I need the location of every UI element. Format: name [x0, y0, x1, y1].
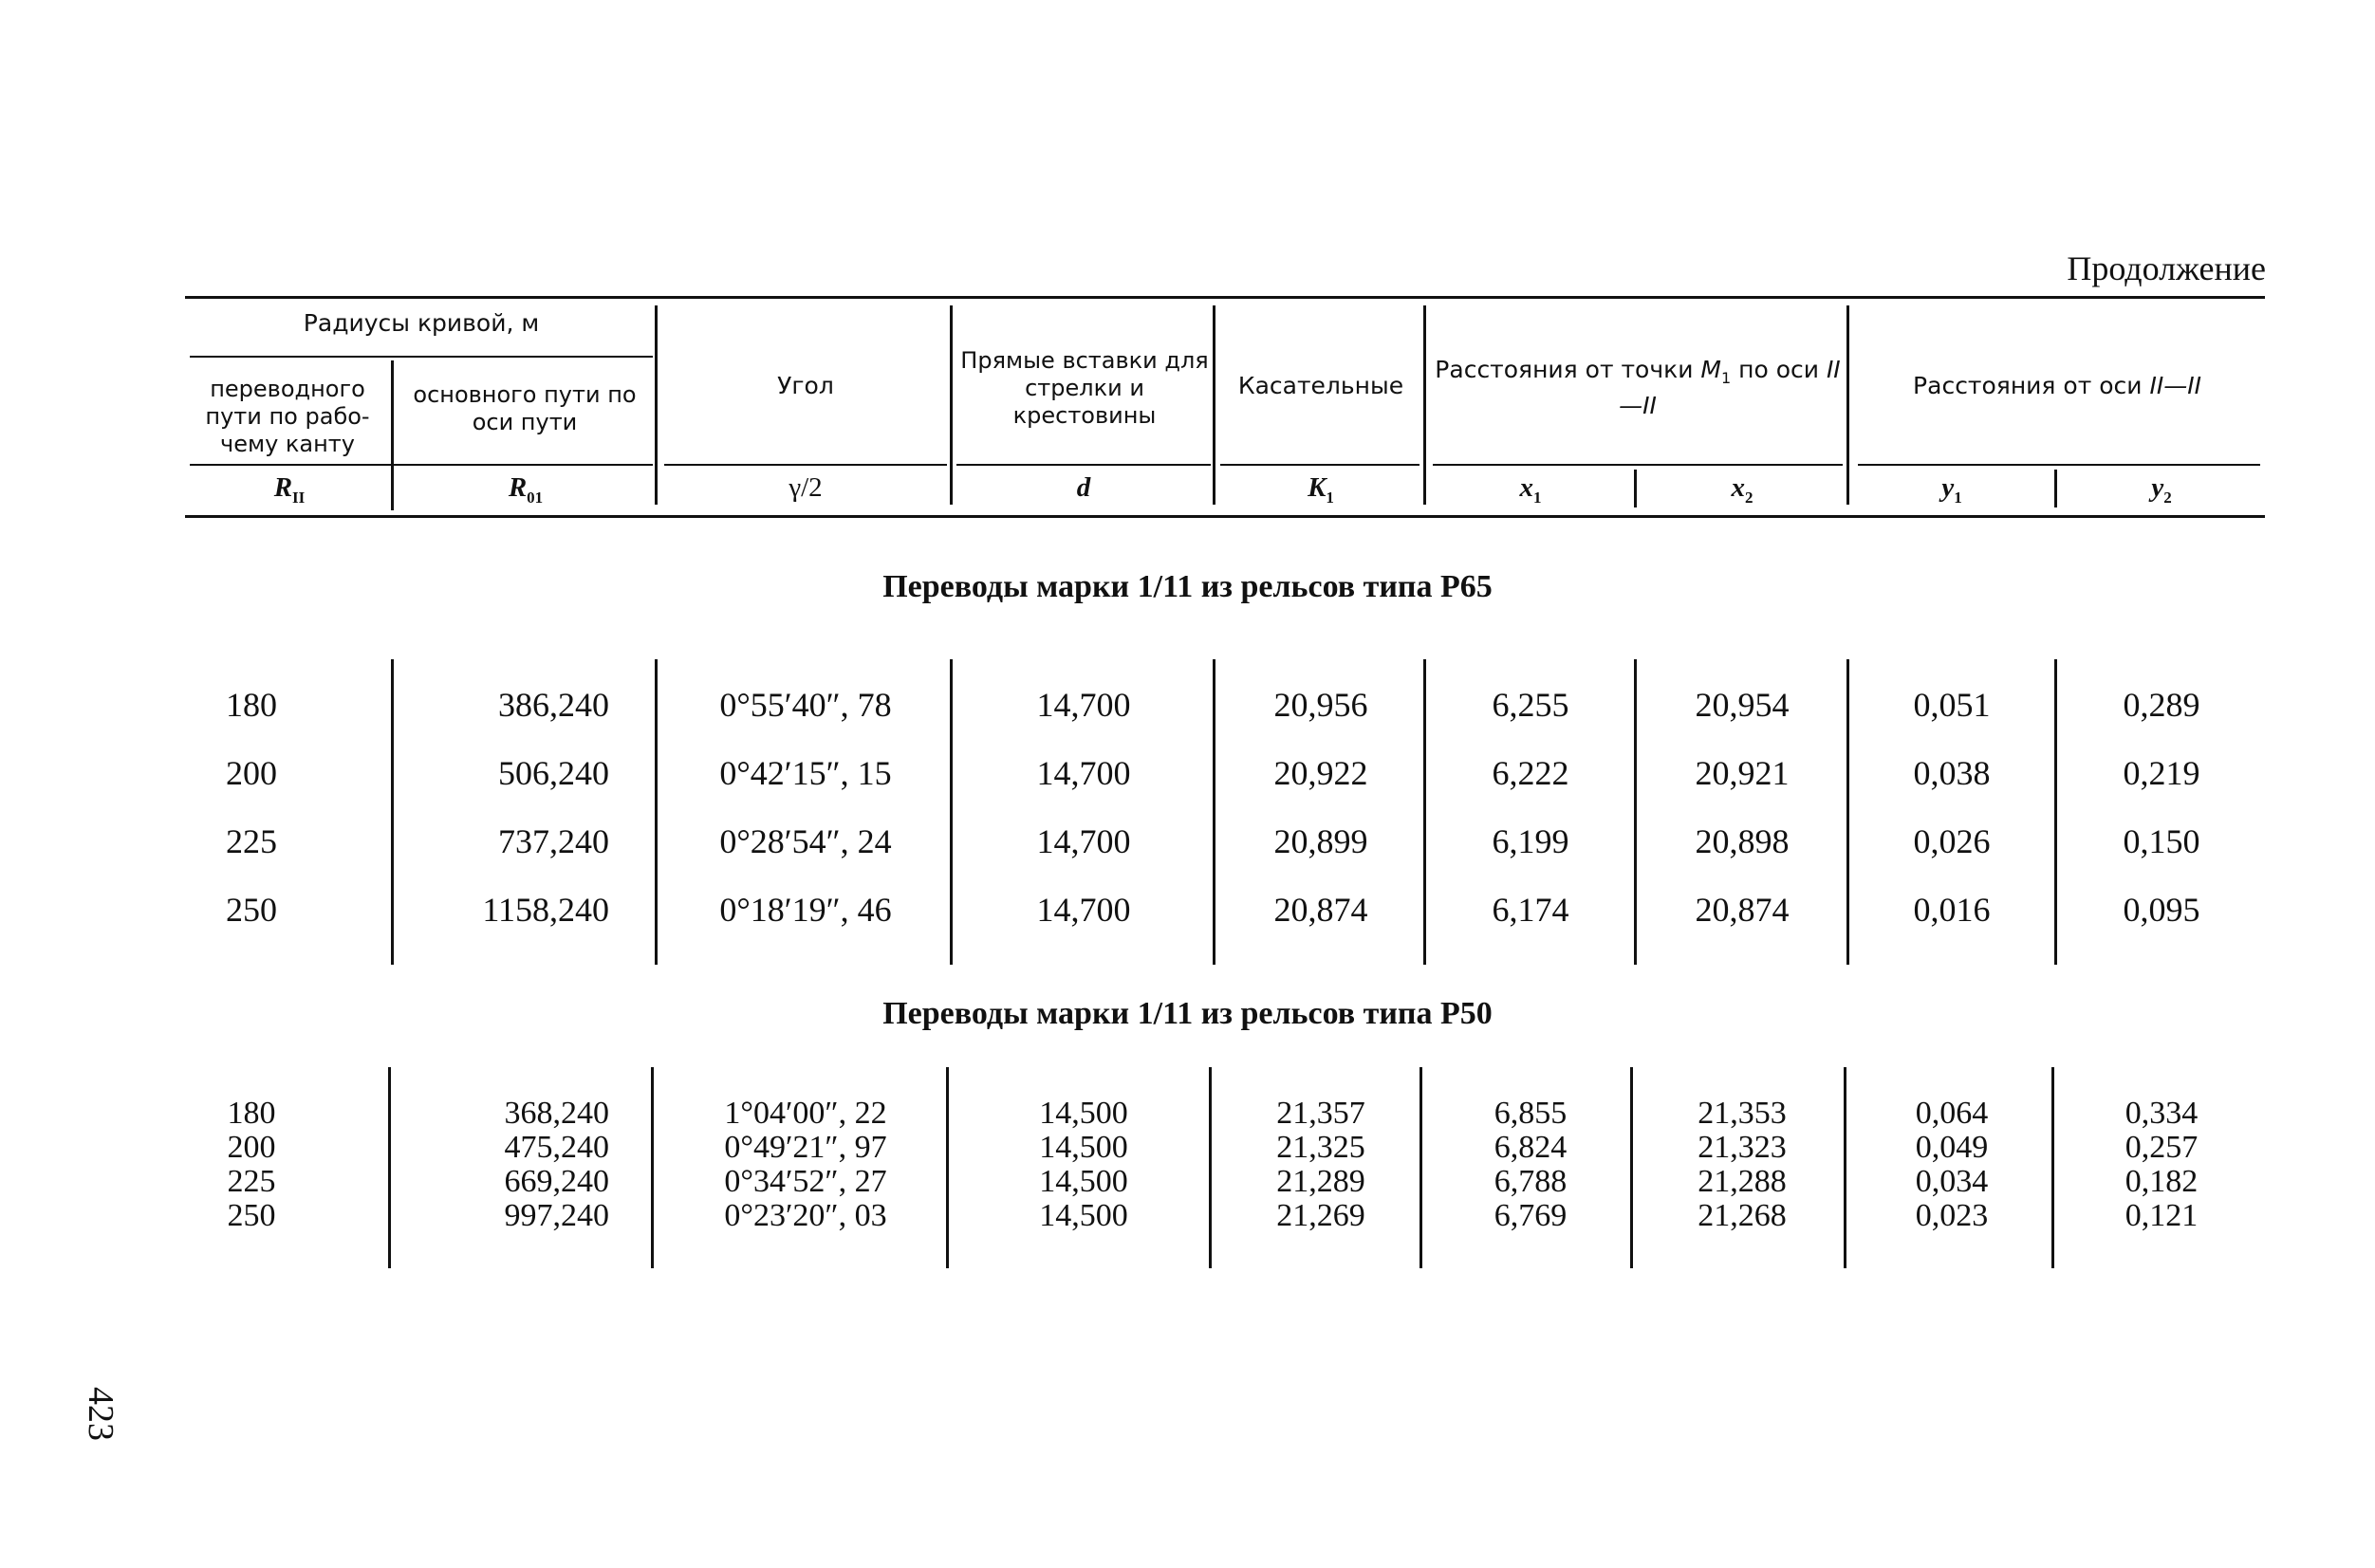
table-cell: 14,500 — [1039, 1198, 1128, 1233]
symbol-tangents — [1220, 472, 1421, 507]
table-cell: 6,855 — [1494, 1096, 1568, 1131]
table-cell: 20,898 — [1695, 822, 1790, 860]
page-number: 423 — [81, 1387, 121, 1441]
column-divider — [655, 659, 658, 965]
table-cell: 0°23′20″, 03 — [724, 1198, 887, 1233]
column-divider — [1213, 659, 1215, 965]
column-divider — [1846, 659, 1849, 965]
symbol-r-main-sub: 01 — [527, 488, 544, 507]
table-cell: 506,240 — [498, 754, 609, 792]
symbol-r-main — [399, 472, 653, 507]
header-dist-x-point-sub: 1 — [1720, 369, 1732, 387]
table-cell: 0,016 — [1913, 891, 1991, 929]
symbol-y2-sub: 2 — [2163, 488, 2172, 507]
table-cell: 21,269 — [1276, 1198, 1365, 1233]
column-divider — [651, 1067, 654, 1268]
table-cell: 6,769 — [1494, 1198, 1568, 1233]
table-cell: 180 — [226, 686, 277, 724]
table-cell: 20,874 — [1273, 891, 1368, 929]
table-cell: 0°18′19″, 46 — [719, 891, 892, 929]
symbol-tangents-sub: 1 — [1326, 488, 1334, 507]
table-cell: 14,500 — [1039, 1164, 1128, 1199]
table-cell: 14,500 — [1039, 1096, 1128, 1131]
column-divider — [2054, 659, 2057, 965]
table-cell: 21,323 — [1698, 1130, 1787, 1165]
table-cell: 14,500 — [1039, 1130, 1128, 1165]
table-cell: 21,325 — [1276, 1130, 1365, 1165]
table-cell: 14,700 — [1036, 891, 1131, 929]
symbol-y2 — [2061, 472, 2262, 507]
symbol-inserts: d — [1076, 472, 1091, 503]
symbol-x2 — [1640, 472, 1845, 507]
header-divider-5 — [1423, 305, 1426, 505]
column-divider — [950, 659, 953, 965]
symbol-x1-sub: 1 — [1533, 488, 1542, 507]
radii-group-rule — [190, 356, 653, 358]
continuation-label: Продолжение — [2067, 249, 2266, 287]
table-cell: 14,700 — [1036, 822, 1131, 860]
symbol-y1-main: y — [1941, 472, 1955, 503]
table-cell: 368,240 — [504, 1096, 609, 1131]
header-divider-2 — [655, 305, 658, 505]
table-header-bottom-rule — [185, 515, 2265, 518]
table-cell: 0°49′21″, 97 — [724, 1130, 887, 1165]
table-cell: 200 — [226, 754, 277, 792]
table-cell: 14,700 — [1036, 686, 1131, 724]
header-divider-3 — [950, 305, 953, 505]
section-title-r50: Переводы марки 1/11 из рельсов типа Р50 — [882, 996, 1493, 1031]
table-cell: 6,824 — [1494, 1130, 1568, 1165]
table-cell: 6,222 — [1492, 754, 1569, 792]
header-inserts: Прямые вставки для стрелки и крестовины — [960, 347, 1209, 429]
table-cell: 250 — [226, 891, 277, 929]
header-radii-group: Радиусы кривой, м — [303, 309, 540, 337]
table-cell: 0,182 — [2125, 1164, 2199, 1199]
symbol-y1-sub: 1 — [1954, 488, 1962, 507]
header-r-main: основного пути по оси пути — [413, 381, 637, 435]
table-cell: 6,788 — [1494, 1164, 1568, 1199]
table-cell: 1°04′00″, 22 — [724, 1096, 887, 1131]
rule-inserts — [956, 464, 1211, 466]
header-dist-y-pre: Расстояния от оси — [1913, 372, 2150, 399]
header-dist-x-axis: II—II — [1619, 356, 1841, 419]
header-divider-4 — [1213, 305, 1215, 505]
table-cell: 20,921 — [1695, 754, 1790, 792]
table-cell: 20,954 — [1695, 686, 1790, 724]
table-cell: 386,240 — [498, 686, 609, 724]
table-cell: 6,199 — [1492, 822, 1569, 860]
symbol-r-switch-sub: II — [292, 488, 306, 507]
header-divider-1 — [391, 360, 394, 510]
symbol-y2-main: y — [2151, 472, 2164, 503]
table-cell: 0,051 — [1913, 686, 1991, 724]
table-cell: 0°55′40″, 78 — [719, 686, 892, 724]
header-dist-x — [1429, 356, 1846, 419]
table-cell: 1158,240 — [482, 891, 609, 929]
table-cell: 669,240 — [504, 1164, 609, 1199]
table-cell: 0,121 — [2125, 1198, 2199, 1233]
table-cell: 180 — [227, 1096, 276, 1131]
header-dist-x-point: M — [1700, 356, 1721, 383]
table-cell: 0,095 — [2123, 891, 2200, 929]
table-cell: 225 — [226, 822, 277, 860]
symbol-y1 — [1852, 472, 2051, 507]
table-cell: 997,240 — [504, 1198, 609, 1233]
rule-tangents — [1220, 464, 1419, 466]
symbol-tangents-main: K — [1308, 472, 1327, 503]
symbol-x2-main: x — [1731, 472, 1745, 503]
table-cell: 0,289 — [2123, 686, 2200, 724]
table-cell: 20,874 — [1695, 891, 1790, 929]
header-tangents: Касательные — [1237, 372, 1404, 399]
table-cell: 0,219 — [2123, 754, 2200, 792]
header-r-switch: переводного пути по рабо-чему канту — [205, 376, 370, 457]
table-cell: 475,240 — [504, 1130, 609, 1165]
rule-r-switch — [190, 464, 653, 466]
symbol-r-switch-main: R — [273, 472, 293, 503]
header-divider-8 — [2054, 470, 2057, 507]
table-cell: 14,700 — [1036, 754, 1131, 792]
table-cell: 0,064 — [1915, 1096, 1989, 1131]
table-cell: 0°42′15″, 15 — [719, 754, 892, 792]
symbol-x2-sub: 2 — [1745, 488, 1753, 507]
table-cell: 0,034 — [1915, 1164, 1989, 1199]
column-divider — [1423, 659, 1426, 965]
table-cell: 0,334 — [2125, 1096, 2199, 1131]
symbol-angle: γ/2 — [789, 472, 823, 503]
table-cell: 0,150 — [2123, 822, 2200, 860]
table-cell: 737,240 — [498, 822, 609, 860]
table-cell: 21,268 — [1698, 1198, 1787, 1233]
column-divider — [1634, 659, 1637, 965]
rule-angle — [664, 464, 947, 466]
header-dist-y — [1852, 372, 2262, 399]
table-cell: 0,049 — [1915, 1130, 1989, 1165]
symbol-r-main-main: R — [508, 472, 528, 503]
table-cell: 225 — [227, 1164, 276, 1199]
header-divider-7 — [1846, 305, 1849, 505]
table-cell: 0°34′52″, 27 — [724, 1164, 887, 1199]
header-dist-x-post: по оси — [1731, 356, 1827, 383]
table-cell: 20,956 — [1273, 686, 1368, 724]
symbol-x1-main: x — [1519, 472, 1533, 503]
header-angle: Угол — [777, 372, 834, 399]
column-divider — [391, 659, 394, 965]
table-cell: 0°28′54″, 24 — [719, 822, 892, 860]
table-cell: 20,899 — [1273, 822, 1368, 860]
symbol-x1 — [1429, 472, 1632, 507]
rule-dist-x — [1433, 464, 1843, 466]
table-cell: 21,288 — [1698, 1164, 1787, 1199]
table-cell: 0,023 — [1915, 1198, 1989, 1233]
header-divider-6 — [1634, 470, 1637, 507]
table-cell: 0,038 — [1913, 754, 1991, 792]
table-cell: 0,257 — [2125, 1130, 2199, 1165]
table-cell: 0,026 — [1913, 822, 1991, 860]
table-top-rule — [185, 296, 2265, 299]
table-cell: 6,255 — [1492, 686, 1569, 724]
section-title-r65: Переводы марки 1/11 из рельсов типа Р65 — [882, 569, 1493, 604]
table-cell: 20,922 — [1273, 754, 1368, 792]
column-divider — [388, 1067, 391, 1268]
header-dist-x-pre: Расстояния от точки — [1435, 356, 1701, 383]
table-cell: 200 — [227, 1130, 276, 1165]
column-divider — [2051, 1067, 2054, 1268]
table-cell: 21,357 — [1276, 1096, 1365, 1131]
table-cell: 250 — [227, 1198, 276, 1233]
rule-dist-y — [1858, 464, 2260, 466]
symbol-r-switch — [190, 472, 389, 507]
header-dist-y-axis: II—II — [2149, 372, 2201, 399]
table-cell: 21,289 — [1276, 1164, 1365, 1199]
table-cell: 6,174 — [1492, 891, 1569, 929]
table-cell: 21,353 — [1698, 1096, 1787, 1131]
